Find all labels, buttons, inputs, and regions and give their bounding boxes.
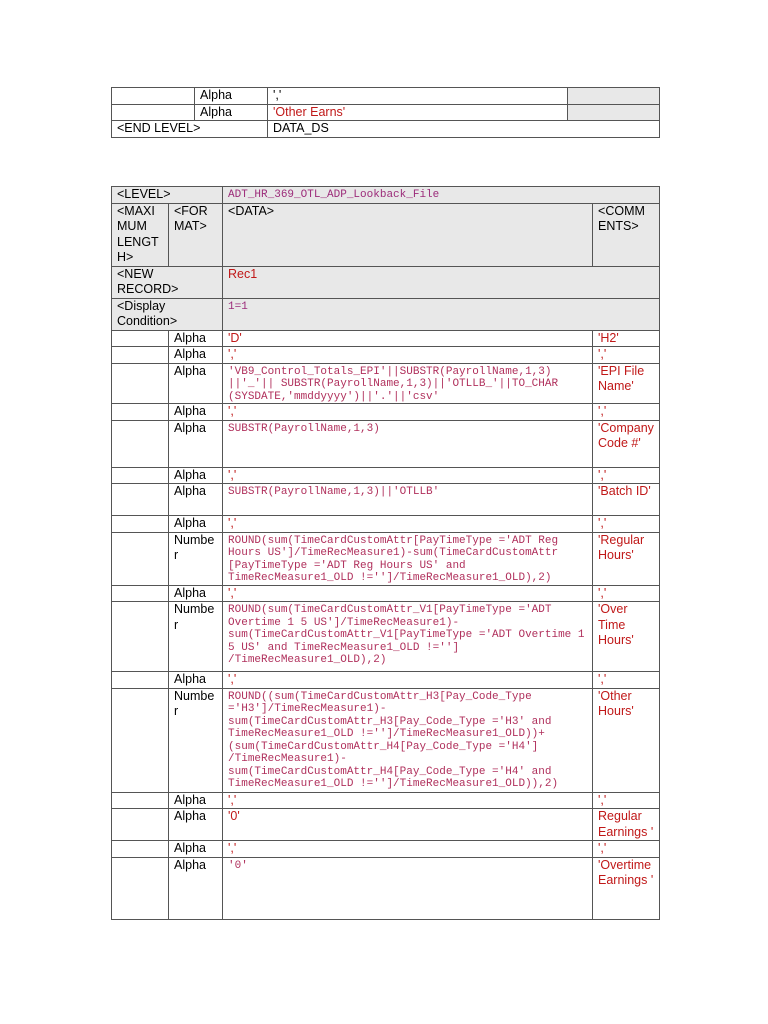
new-record-label: <NEW RECORD> — [112, 266, 223, 298]
format-cell: Alpha — [169, 516, 223, 533]
comment-cell: ',' — [593, 585, 660, 602]
format-cell: Alpha — [169, 585, 223, 602]
format-cell: Number — [169, 602, 223, 672]
format-cell: Alpha — [195, 88, 268, 105]
comment-cell: 'Regular Hours' — [593, 532, 660, 585]
data-cell: 'VB9_Control_Totals_EPI'||SUBSTR(PayrollName,1,3) ||'_'|| SUBSTR(PayrollName,1,3)||'OTLLB_'||TO_CHAR (SYSDATE,'mmddyyyy')||'.'||'csv' — [223, 363, 593, 404]
data-cell: ',' — [223, 516, 593, 533]
format-cell: Alpha — [195, 104, 268, 121]
comment-cell: 'Overtime Earnings ' — [593, 857, 660, 919]
table-row — [112, 420, 660, 467]
data-cell: ',' — [268, 88, 568, 105]
table-row — [112, 104, 660, 121]
data-cell: SUBSTR(PayrollName,1,3)||'OTLLB' — [223, 484, 593, 516]
table-row — [112, 585, 660, 602]
format-cell: Alpha — [169, 420, 223, 467]
display-condition-row — [112, 298, 660, 330]
table-row — [112, 857, 660, 919]
new-record-row — [112, 266, 660, 298]
max-length-cell — [112, 857, 169, 919]
max-length-cell — [112, 792, 169, 809]
comment-cell: ',' — [593, 404, 660, 421]
data-cell: SUBSTR(PayrollName,1,3) — [223, 420, 593, 467]
max-length-cell — [112, 404, 169, 421]
format-cell: Alpha — [169, 792, 223, 809]
comment-cell: ',' — [593, 672, 660, 689]
max-length-cell — [112, 532, 169, 585]
table-row — [112, 672, 660, 689]
cell-empty — [112, 104, 195, 121]
max-length-cell — [112, 688, 169, 792]
cell-empty — [112, 88, 195, 105]
display-condition-label: <Display Condition> — [112, 298, 223, 330]
max-length-cell — [112, 602, 169, 672]
comment-cell: 'Batch ID' — [593, 484, 660, 516]
max-length-cell — [112, 484, 169, 516]
table-row — [112, 792, 660, 809]
format-cell: Alpha — [169, 347, 223, 364]
data-cell: 'D' — [223, 330, 593, 347]
table-row — [112, 688, 660, 792]
format-cell: Alpha — [169, 467, 223, 484]
table-row — [112, 602, 660, 672]
comment-cell — [568, 88, 660, 105]
format-cell: Number — [169, 688, 223, 792]
comment-cell: 'Company Code #' — [593, 420, 660, 467]
data-cell: ',' — [223, 404, 593, 421]
format-cell: Alpha — [169, 404, 223, 421]
data-cell: ROUND(sum(TimeCardCustomAttr[PayTimeType ='ADT Reg Hours US']/TimeRecMeasure1)-sum(TimeCardCustomAttr [PayTimeType ='ADT Reg Hours US' and TimeRecMeasure1_OLD !='']/TimeRecMeasure1_OLD),2) — [223, 532, 593, 585]
comment-cell: 'Over Time Hours' — [593, 602, 660, 672]
table-row — [112, 347, 660, 364]
max-length-cell — [112, 516, 169, 533]
format-cell: Alpha — [169, 809, 223, 841]
data-cell: ',' — [223, 467, 593, 484]
level-label: <LEVEL> — [112, 187, 223, 204]
end-level-value: DATA_DS — [268, 121, 660, 138]
table-row — [112, 467, 660, 484]
format-cell: Alpha — [169, 841, 223, 858]
table-row — [112, 121, 660, 138]
table-row — [112, 363, 660, 404]
table-row — [112, 532, 660, 585]
comment-cell: Regular Earnings ' — [593, 809, 660, 841]
level-table — [111, 186, 660, 920]
format-cell: Alpha — [169, 857, 223, 919]
data-cell: '0' — [223, 809, 593, 841]
format-cell: Alpha — [169, 484, 223, 516]
header-max-length: <MAXI MUM LENGT H> — [112, 203, 169, 266]
data-cell: ROUND(sum(TimeCardCustomAttr_V1[PayTimeType ='ADT Overtime 1 5 US']/TimeRecMeasure1)- sum(TimeCardCustomAttr_V1[PayTimeType ='ADT Overtime 1 5 US' and TimeRecMeasure1_OLD !=''] /TimeRecMeasure1_OLD),2) — [223, 602, 593, 672]
format-cell: Alpha — [169, 363, 223, 404]
table-row — [112, 88, 660, 105]
comment-cell: ',' — [593, 792, 660, 809]
data-cell: 'Other Earns' — [268, 104, 568, 121]
data-cell: ',' — [223, 585, 593, 602]
comment-cell: ',' — [593, 347, 660, 364]
comment-cell: ',' — [593, 841, 660, 858]
header-data: <DATA> — [223, 203, 593, 266]
max-length-cell — [112, 585, 169, 602]
max-length-cell — [112, 809, 169, 841]
max-length-cell — [112, 363, 169, 404]
max-length-cell — [112, 330, 169, 347]
header-comments: <COMM ENTS> — [593, 203, 660, 266]
data-cell: ',' — [223, 792, 593, 809]
header-format: <FOR MAT> — [169, 203, 223, 266]
table-row — [112, 516, 660, 533]
table-row — [112, 809, 660, 841]
data-cell: '0' — [223, 857, 593, 919]
data-cell: ',' — [223, 841, 593, 858]
level-row — [112, 187, 660, 204]
comment-cell: 'Other Hours' — [593, 688, 660, 792]
data-cell: ',' — [223, 672, 593, 689]
format-cell: Alpha — [169, 330, 223, 347]
data-cell: ROUND((sum(TimeCardCustomAttr_H3[Pay_Code_Type ='H3']/TimeRecMeasure1)- sum(TimeCardCustomAttr_H3[Pay_Code_Type ='H3' and TimeRecMeasure1_OLD !='']/TimeRecMeasure1_OLD))+ (sum(TimeCardCustomAttr_H4[Pay_Code_Type ='H4'] /TimeRecMeasure1)- sum(TimeCardCustomAttr_H4[Pay_Code_Type ='H4' and TimeRecMeasure1_OLD !='']/TimeRecMeasure1_OLD)),2) — [223, 688, 593, 792]
comment-cell: ',' — [593, 516, 660, 533]
format-cell: Number — [169, 532, 223, 585]
table-row — [112, 330, 660, 347]
max-length-cell — [112, 420, 169, 467]
header-row — [112, 203, 660, 266]
comment-cell: ',' — [593, 467, 660, 484]
table-row — [112, 841, 660, 858]
data-cell: ',' — [223, 347, 593, 364]
table-row — [112, 404, 660, 421]
max-length-cell — [112, 347, 169, 364]
level-value: ADT_HR_369_OTL_ADP_Lookback_File — [223, 187, 660, 204]
max-length-cell — [112, 467, 169, 484]
end-level-table — [111, 87, 660, 138]
max-length-cell — [112, 672, 169, 689]
comment-cell — [568, 104, 660, 121]
field-rows — [112, 330, 660, 919]
table-row — [112, 484, 660, 516]
display-condition-value: 1=1 — [223, 298, 660, 330]
end-level-label: <END LEVEL> — [112, 121, 268, 138]
format-cell: Alpha — [169, 672, 223, 689]
max-length-cell — [112, 841, 169, 858]
comment-cell: 'H2' — [593, 330, 660, 347]
new-record-value: Rec1 — [223, 266, 660, 298]
comment-cell: 'EPI File Name' — [593, 363, 660, 404]
